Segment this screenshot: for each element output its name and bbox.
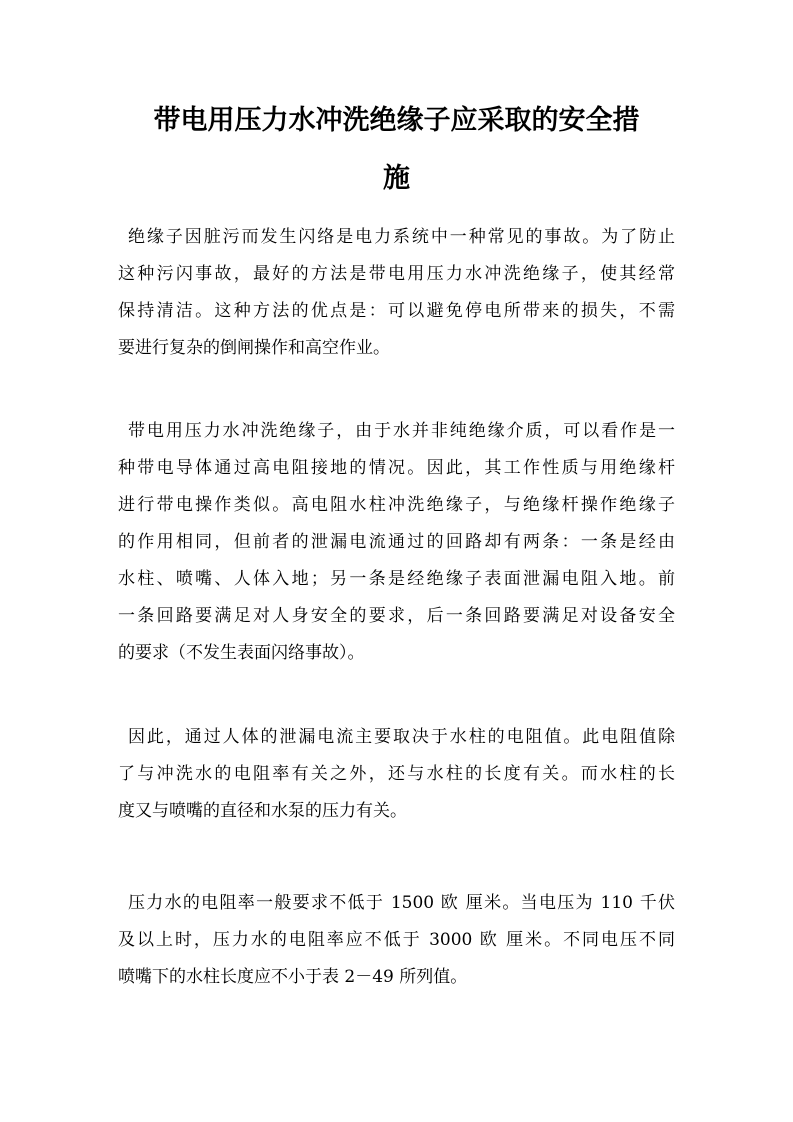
paragraph-line: 及以上时，压力水的电阻率应不低于 3000 欧 厘米。不同电压不同 <box>118 930 675 950</box>
paragraph-line: 绝缘子因脏污而发生闪络是电力系统中一种常见的事故。为了防止 <box>128 227 675 247</box>
paragraph-line: 这种污闪事故，最好的方法是带电用压力水冲洗绝缘子，使其经常 <box>118 264 675 284</box>
paragraph-line: 喷嘴下的水柱长度应不小于表 2－49 所列值。 <box>118 967 468 987</box>
paragraph-2 <box>118 413 675 672</box>
paragraph-line: 压力水的电阻率一般要求不低于 1500 欧 厘米。当电压为 110 千伏 <box>128 893 675 913</box>
paragraph-1 <box>118 219 675 367</box>
paragraph-line: 的要求（不发生表面闪络事故）。 <box>118 643 365 663</box>
paragraph-line: 要进行复杂的倒闸操作和高空作业。 <box>118 338 390 358</box>
paragraph-line: 因此，通过人体的泄漏电流主要取决于水柱的电阻值。此电阻值除 <box>128 727 675 747</box>
paragraph-line: 种带电导体通过高电阻接地的情况。因此，其工作性质与用绝缘杆 <box>118 458 675 478</box>
paragraph-line: 度又与喷嘴的直径和水泵的压力有关。 <box>118 801 407 821</box>
paragraph-line: 带电用压力水冲洗绝缘子，由于水并非纯绝缘介质，可以看作是一 <box>128 421 675 441</box>
document-title-line-1: 带电用压力水冲洗绝缘子应采取的安全措 <box>153 105 640 136</box>
document-title-line-2: 施 <box>383 163 410 194</box>
paragraph-line: 保持清洁。这种方法的优点是：可以避免停电所带来的损失，不需 <box>118 301 675 321</box>
paragraph-line: 一条回路要满足对人身安全的要求，后一条回路要满足对设备安全 <box>118 606 675 626</box>
paragraph-3 <box>118 719 675 830</box>
paragraph-line: 进行带电操作类似。高电阻水柱冲洗绝缘子，与绝缘杆操作绝缘子 <box>118 495 675 515</box>
paragraph-line: 的作用相同，但前者的泄漏电流通过的回路却有两条：一条是经由 <box>118 532 675 552</box>
paragraph-line: 水柱、喷嘴、人体入地；另一条是经绝缘子表面泄漏电阻入地。前 <box>118 569 675 589</box>
paragraph-line: 了与冲洗水的电阻率有关之外，还与水柱的长度有关。而水柱的长 <box>118 764 675 784</box>
paragraph-4 <box>118 885 675 996</box>
